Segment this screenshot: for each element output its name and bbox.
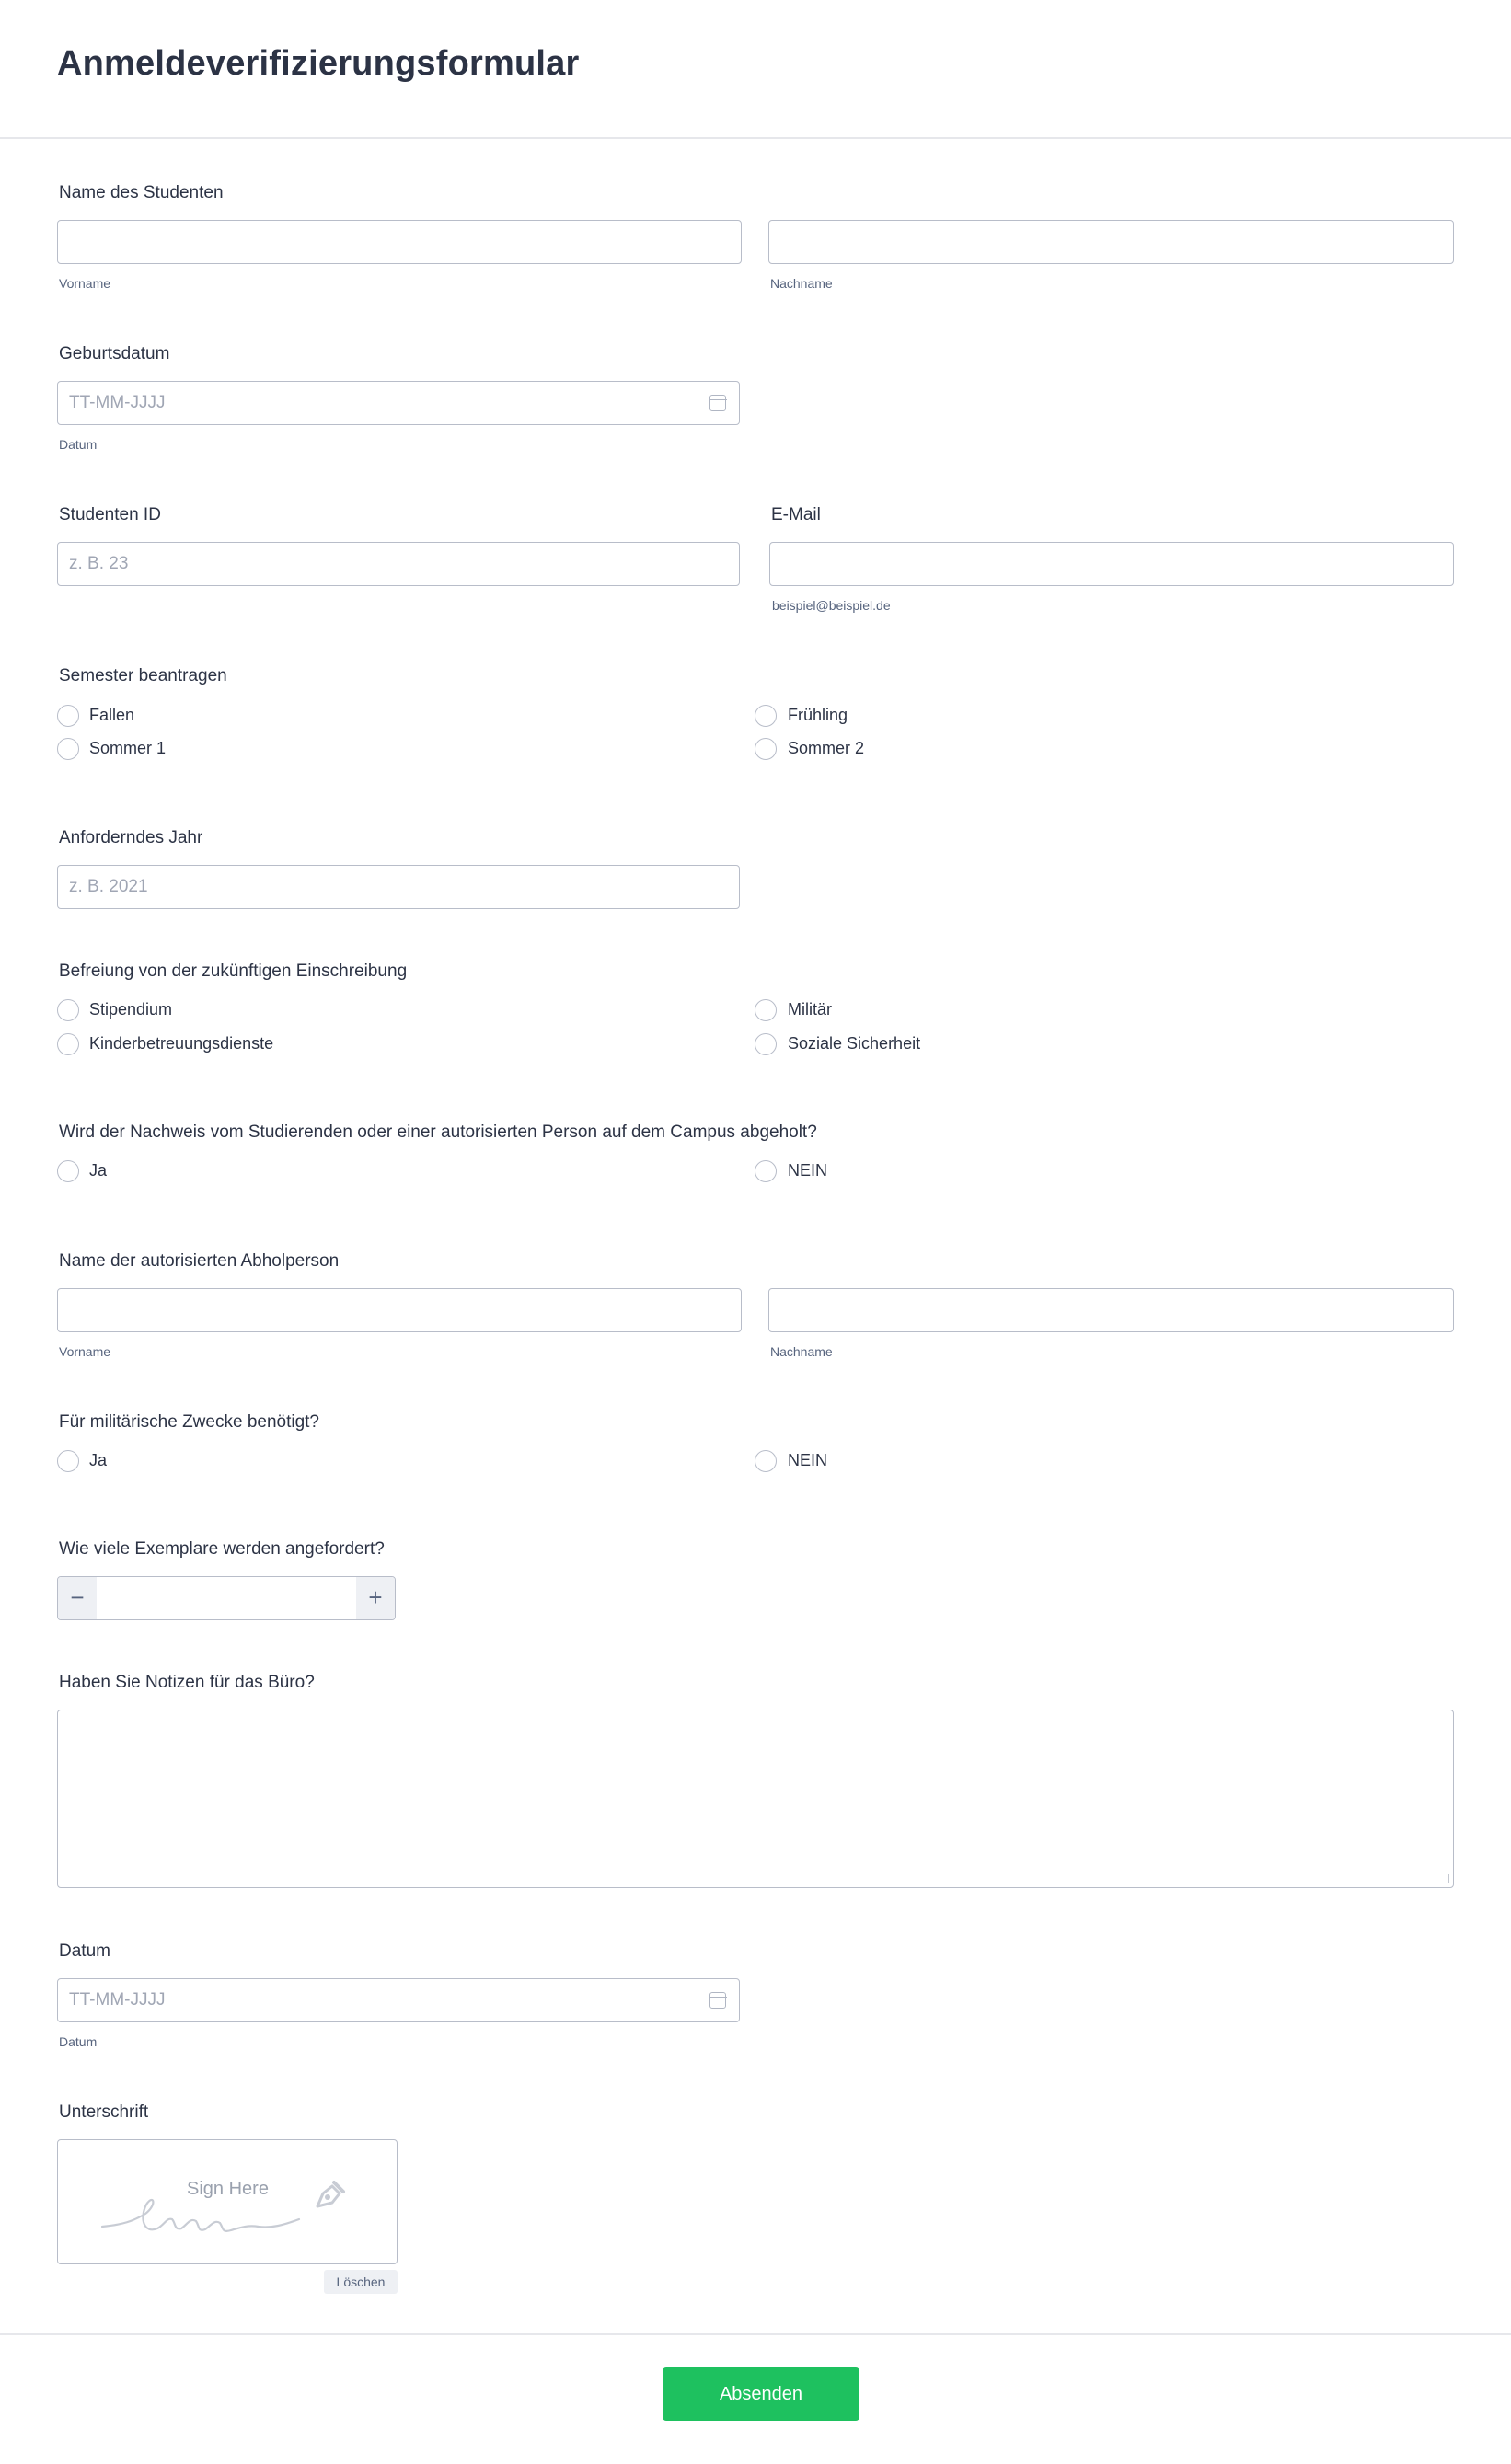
pickup-option-ja[interactable]: Ja [89, 1161, 108, 1180]
notes-textarea[interactable] [57, 1710, 1454, 1888]
pickup-first-name-input[interactable] [57, 1288, 742, 1332]
pickup-first-name-sublabel: Vorname [59, 1344, 111, 1359]
pickup-last-name-sublabel: Nachname [770, 1344, 833, 1359]
email-sublabel: beispiel@beispiel.de [772, 598, 891, 613]
exemption-option-militaer[interactable]: Militär [788, 1000, 832, 1019]
pickup-label: Wird der Nachweis vom Studierenden oder einer autorisierten Person auf dem Campus abgeholt? [59, 1123, 817, 1142]
semester-radio-sommer-2[interactable] [755, 738, 777, 760]
military-radio-nein[interactable] [755, 1450, 777, 1472]
date-label: Datum [59, 1941, 110, 1961]
pickup-last-name-input[interactable] [768, 1288, 1454, 1332]
exemption-option-stipendium[interactable]: Stipendium [89, 1000, 173, 1019]
student-last-name-input[interactable] [768, 220, 1454, 264]
semester-option-fruehling[interactable]: Frühling [788, 706, 848, 724]
birth-date-placeholder: TT-MM-JJJJ [69, 393, 166, 412]
pickup-radio-ja[interactable] [57, 1160, 79, 1182]
email-input[interactable] [769, 542, 1454, 586]
semester-option-fallen[interactable]: Fallen [89, 706, 135, 724]
birth-date-label: Geburtsdatum [59, 344, 170, 363]
clear-signature-button[interactable]: Löschen [324, 2270, 398, 2294]
exemption-radio-stipendium[interactable] [57, 999, 79, 1021]
pen-nib-icon [310, 2177, 347, 2214]
date-input[interactable] [57, 1978, 740, 2022]
notes-label: Haben Sie Notizen für das Büro? [59, 1673, 315, 1692]
semester-option-sommer-2[interactable]: Sommer 2 [788, 739, 865, 757]
notes-value [58, 1710, 1453, 1729]
pickup-name-label: Name der autorisierten Abholperson [59, 1251, 340, 1271]
student-id-label: Studenten ID [59, 505, 161, 524]
year-input[interactable]: z. B. 2021 [57, 865, 740, 909]
exemption-radio-militaer[interactable] [755, 999, 777, 1021]
military-option-nein[interactable]: NEIN [788, 1451, 828, 1469]
sign-here-text: Sign Here [187, 2179, 269, 2199]
date-sublabel: Datum [59, 2034, 98, 2049]
exemption-radio-soziale-sicherheit[interactable] [755, 1033, 777, 1055]
exemption-radio-kinderbetreuung[interactable] [57, 1033, 79, 1055]
copies-label: Wie viele Exemplare werden angefordert? [59, 1539, 385, 1559]
footer-divider [0, 2333, 1511, 2335]
signature-squiggle [58, 2140, 398, 2265]
submit-button[interactable]: Absenden [663, 2367, 859, 2421]
form-header [0, 0, 1511, 139]
semester-radio-sommer-1[interactable] [57, 738, 79, 760]
student-first-name-input[interactable] [57, 220, 742, 264]
exemption-label: Befreiung von der zukünftigen Einschreibung [59, 961, 408, 981]
semester-radio-fruehling[interactable] [755, 705, 777, 727]
copies-input[interactable] [97, 1577, 356, 1619]
year-label: Anforderndes Jahr [59, 828, 203, 847]
signature-label: Unterschrift [59, 2102, 149, 2122]
decrement-button[interactable]: − [58, 1577, 97, 1619]
form-title: Anmeldeverifizierungsformular [57, 44, 580, 83]
increment-button[interactable]: + [356, 1577, 395, 1619]
student-name-label: Name des Studenten [59, 183, 224, 202]
military-radio-ja[interactable] [57, 1450, 79, 1472]
student-first-name-sublabel: Vorname [59, 276, 111, 291]
semester-option-sommer-1[interactable]: Sommer 1 [89, 739, 167, 757]
date-placeholder: TT-MM-JJJJ [69, 1990, 166, 2009]
student-last-name-sublabel: Nachname [770, 276, 833, 291]
semester-label: Semester beantragen [59, 666, 227, 685]
birth-date-sublabel: Datum [59, 437, 98, 452]
birth-date-input[interactable] [57, 381, 740, 425]
exemption-option-kinderbetreuung[interactable]: Kinderbetreuungsdienste [89, 1034, 274, 1053]
pickup-option-nein[interactable]: NEIN [788, 1161, 828, 1180]
exemption-option-soziale-sicherheit[interactable]: Soziale Sicherheit [788, 1034, 921, 1053]
calendar-icon[interactable] [709, 1992, 726, 2009]
copies-stepper [57, 1576, 396, 1620]
pickup-radio-nein[interactable] [755, 1160, 777, 1182]
student-id-input[interactable]: z. B. 23 [57, 542, 740, 586]
resize-grip-icon[interactable] [1440, 1874, 1449, 1883]
semester-radio-fallen[interactable] [57, 705, 79, 727]
military-option-ja[interactable]: Ja [89, 1451, 108, 1469]
signature-pad[interactable] [57, 2139, 398, 2264]
calendar-icon[interactable] [709, 395, 726, 411]
military-label: Für militärische Zwecke benötigt? [59, 1412, 319, 1432]
email-label: E-Mail [771, 505, 821, 524]
